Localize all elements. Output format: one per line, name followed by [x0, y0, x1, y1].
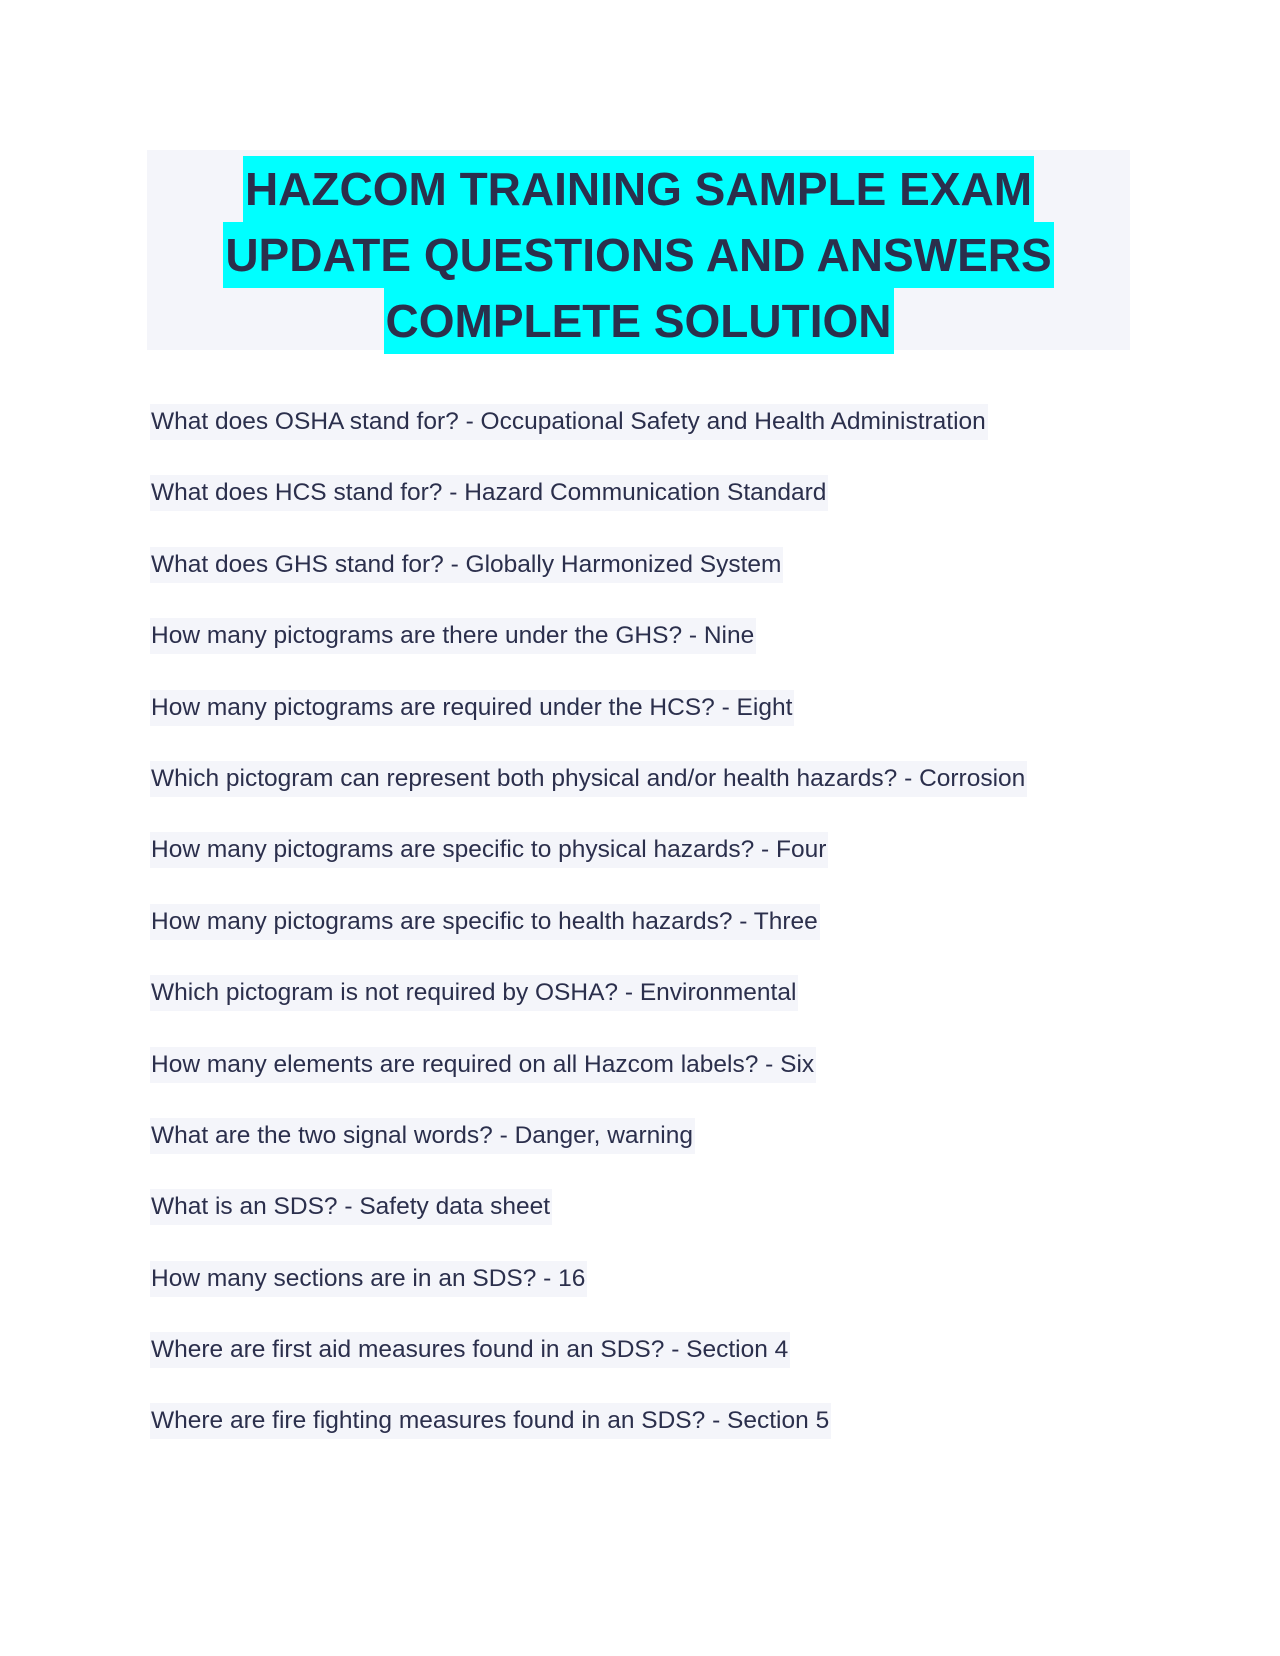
qa-text: How many pictograms are required under the HCS? - Eight — [150, 690, 794, 726]
qa-text: How many pictograms are there under the GHS? - Nine — [150, 618, 756, 654]
qa-text: How many pictograms are specific to health hazards? - Three — [150, 904, 820, 940]
title-block — [147, 150, 1130, 350]
title-line-1 — [147, 156, 1130, 222]
qa-item — [150, 1261, 1150, 1332]
qa-text: What is an SDS? - Safety data sheet — [150, 1189, 552, 1225]
qa-item — [150, 1189, 1150, 1260]
qa-item — [150, 475, 1150, 546]
qa-item — [150, 547, 1150, 618]
qa-text: What are the two signal words? - Danger, warning — [150, 1118, 695, 1154]
title-text-1: HAZCOM TRAINING SAMPLE EXAM — [243, 156, 1034, 222]
qa-item — [150, 761, 1150, 832]
qa-text: What does HCS stand for? - Hazard Communication Standard — [150, 475, 828, 511]
title-text-2: UPDATE QUESTIONS AND ANSWERS — [223, 222, 1053, 288]
title-line-3 — [147, 288, 1130, 354]
qa-text: Which pictogram is not required by OSHA? - Environmental — [150, 975, 798, 1011]
qa-text: How many pictograms are specific to physical hazards? - Four — [150, 832, 828, 868]
qa-text: Where are fire fighting measures found in an SDS? - Section 5 — [150, 1403, 831, 1439]
qa-text: Which pictogram can represent both physical and/or health hazards? - Corrosion — [150, 761, 1027, 797]
qa-item — [150, 904, 1150, 975]
qa-text: Where are first aid measures found in an SDS? - Section 4 — [150, 1332, 790, 1368]
qa-item — [150, 832, 1150, 903]
qa-item — [150, 975, 1150, 1046]
qa-text: What does OSHA stand for? - Occupational Safety and Health Administration — [150, 404, 988, 440]
qa-list — [150, 404, 1150, 1475]
qa-item — [150, 1047, 1150, 1118]
qa-text: What does GHS stand for? - Globally Harmonized System — [150, 547, 783, 583]
qa-item — [150, 1118, 1150, 1189]
qa-item — [150, 404, 1150, 475]
qa-item — [150, 690, 1150, 761]
qa-item — [150, 618, 1150, 689]
title-text-3: COMPLETE SOLUTION — [384, 288, 894, 354]
qa-item — [150, 1403, 1150, 1474]
qa-text: How many elements are required on all Hazcom labels? - Six — [150, 1047, 816, 1083]
title-line-2 — [147, 222, 1130, 288]
qa-text: How many sections are in an SDS? - 16 — [150, 1261, 587, 1297]
qa-item — [150, 1332, 1150, 1403]
